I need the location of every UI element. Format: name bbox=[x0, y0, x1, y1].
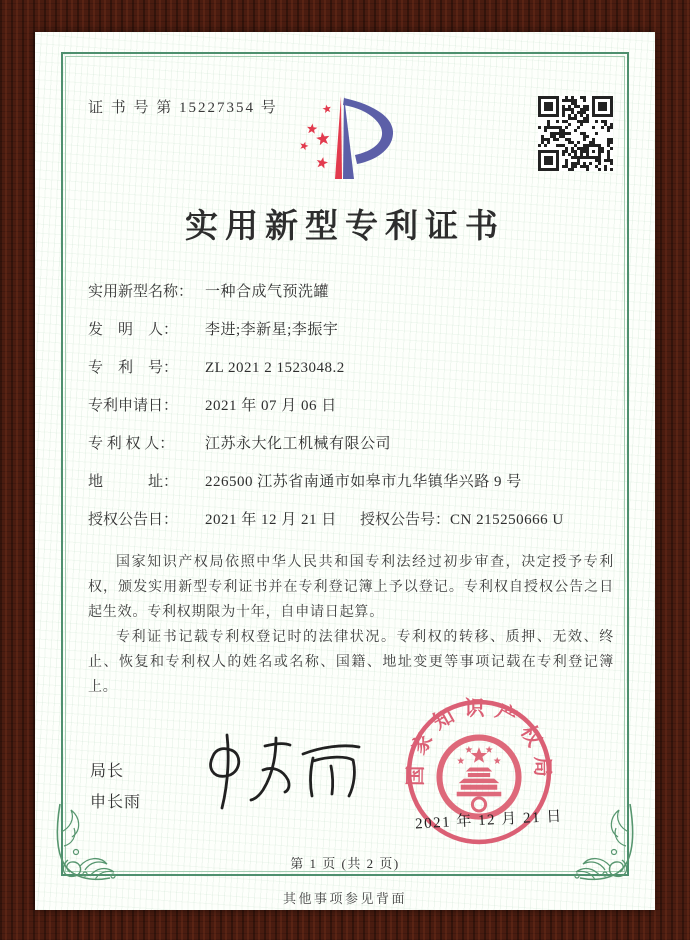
page-number: 第 1 页 (共 2 页) bbox=[290, 856, 400, 871]
seal-org-text: 国家知识产权局 bbox=[405, 698, 553, 787]
certificate-title: 实用新型专利证书 bbox=[185, 209, 505, 245]
legal-paragraph: 国家知识产权局依照中华人民共和国专利法经过初步审查，决定授予专利权，颁发实用新型专利证书并在专利登记簿上予以登记。专利权自授权公告之日起生效。专利权期限为十年，自申请日起算。 bbox=[88, 555, 614, 620]
national-emblem-icon bbox=[439, 738, 518, 817]
svg-text:国家知识产权局 bbox=[404, 697, 554, 786]
field-label: 专 利 号： bbox=[88, 360, 179, 376]
field-value: CN 215250666 U bbox=[450, 512, 564, 528]
qr-code-icon bbox=[538, 96, 613, 171]
signature-handwriting bbox=[193, 730, 373, 814]
field-label: 实用新型名称： bbox=[88, 284, 194, 300]
legal-paragraph: 专利证书记载专利权登记时的法律状况。专利权的转移、质押、无效、终止、恢复和专利权人的姓名或名称、国籍、地址变更等事项记载在专利登记簿上。 bbox=[88, 630, 614, 695]
field-value: 李进;李新星;李振宇 bbox=[205, 322, 339, 338]
certificate-page bbox=[35, 32, 655, 910]
seal-date: 2021 年 12 月 21 日 bbox=[414, 808, 564, 833]
field-label: 专利申请日： bbox=[88, 398, 179, 414]
field-row-filing-date bbox=[88, 394, 618, 416]
grant-number-pair bbox=[360, 508, 564, 529]
legal-text bbox=[88, 550, 614, 700]
field-row-address bbox=[88, 470, 618, 492]
field-value: 2021 年 07 月 06 日 bbox=[205, 398, 337, 414]
floral-ornament-left bbox=[52, 802, 132, 884]
field-row-name bbox=[88, 280, 618, 302]
field-row-patentee bbox=[88, 432, 618, 454]
field-row-inventors bbox=[88, 318, 618, 340]
field-label: 发 明 人： bbox=[88, 322, 179, 338]
field-label: 授权公告号： bbox=[360, 512, 451, 528]
field-row-grant bbox=[88, 508, 618, 530]
field-label: 专 利 权 人： bbox=[88, 436, 175, 452]
field-value: 江苏永大化工机械有限公司 bbox=[205, 436, 392, 452]
field-list bbox=[88, 280, 618, 546]
field-label: 授权公告日： bbox=[88, 512, 179, 528]
field-row-patent-no bbox=[88, 356, 618, 378]
floral-ornament-right bbox=[558, 802, 638, 884]
back-side-note: 其他事项参见背面 bbox=[282, 891, 407, 906]
field-value: ZL 2021 2 1523048.2 bbox=[205, 360, 345, 376]
field-label: 地 址： bbox=[88, 474, 179, 490]
certificate-number: 证 书 号 第 15227354 号 bbox=[88, 100, 278, 116]
field-value: 一种合成气预洗罐 bbox=[205, 284, 330, 300]
signer-title: 局长 bbox=[90, 763, 125, 780]
cnipa-logo-icon bbox=[285, 84, 415, 186]
signer-name: 申长雨 bbox=[90, 794, 142, 811]
field-value: 226500 江苏省南通市如皋市九华镇华兴路 9 号 bbox=[205, 474, 522, 490]
field-value: 2021 年 12 月 21 日 bbox=[205, 512, 337, 528]
